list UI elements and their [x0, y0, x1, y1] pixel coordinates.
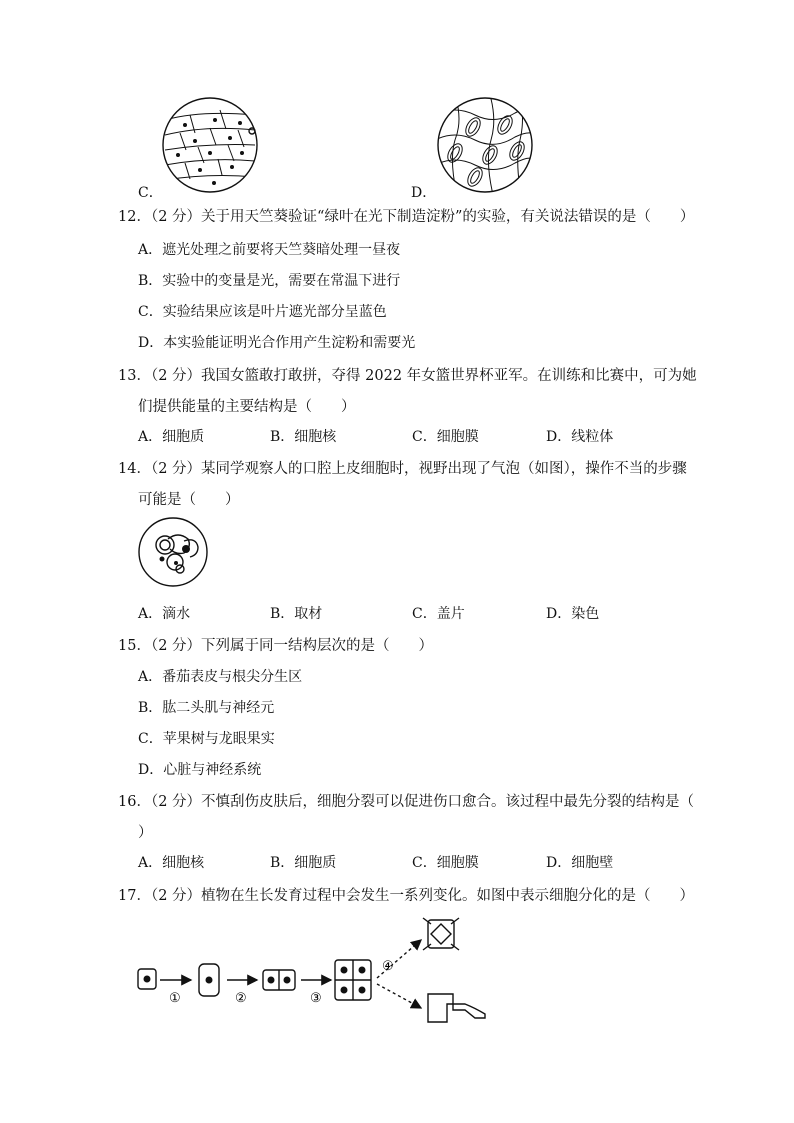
q14-option-a: A．滴水: [138, 606, 191, 622]
q13-option-d: D．线粒体: [546, 429, 614, 445]
q16-option-c: C．细胞膜: [412, 855, 479, 871]
q11-figure-d: [435, 95, 535, 195]
q14-stem-line2: 可能是（ ）: [138, 492, 240, 508]
q12-option-c: C．实验结果应该是叶片遮光部分呈蓝色: [138, 304, 387, 320]
q13-stem-line2: 们提供能量的主要结构是（ ）: [138, 399, 356, 415]
q15-option-c: C．苹果树与龙眼果实: [138, 731, 275, 747]
q15-option-b: B．肱二头肌与神经元: [138, 700, 275, 716]
q17-label-2: ②: [235, 991, 247, 1006]
q17-cell-diagram: [135, 912, 495, 1042]
q13-stem-line1: 13．（2 分）我国女篮敢打敢拼，夺得 2022 年女篮世界杯亚军。在训练和比赛中，可为她: [118, 368, 697, 384]
q15-option-d: D．心脏与神经系统: [138, 762, 262, 778]
q12-option-d: D．本实验能证明光合作用产生淀粉和需要光: [138, 335, 416, 351]
q11-option-c: C．: [138, 185, 163, 201]
q11-figure-c: [160, 95, 260, 195]
q16-option-b: B．细胞质: [270, 855, 337, 871]
q16-stem-line2: ）: [138, 825, 153, 841]
q13-option-c: C．细胞膜: [412, 429, 479, 445]
q14-option-c: C．盖片: [412, 606, 465, 622]
q11-option-d: D．: [411, 185, 437, 201]
q12-option-a: A．遮光处理之前要将天竺葵暗处理一昼夜: [138, 242, 401, 258]
q17-stem: 17．（2 分）植物在生长发育过程中会发生一系列变化。如图中表示细胞分化的是（ ）: [118, 888, 695, 904]
q16-stem-line1: 16．（2 分）不慎刮伤皮肤后，细胞分裂可以促进伤口愈合。该过程中最先分裂的结构是（: [118, 794, 695, 810]
q13-option-a: A．细胞质: [138, 429, 205, 445]
q12-option-b: B．实验中的变量是光，需要在常温下进行: [138, 273, 401, 289]
q16-option-a: A．细胞核: [138, 855, 205, 871]
q14-bubble-figure: [138, 517, 208, 587]
q14-option-d: D．染色: [546, 606, 600, 622]
q17-label-3: ③: [310, 991, 322, 1006]
q17-label-4: ④: [382, 959, 394, 974]
q15-stem: 15．（2 分）下列属于同一结构层次的是（ ）: [118, 638, 434, 654]
q13-option-b: B．细胞核: [270, 429, 337, 445]
q16-option-d: D．细胞壁: [546, 855, 614, 871]
q14-option-b: B．取材: [270, 606, 323, 622]
q15-option-a: A．番茄表皮与根尖分生区: [138, 669, 303, 685]
q12-stem: 12．（2 分）关于用天竺葵验证“绿叶在光下制造淀粉”的实验，有关说法错误的是（ ）: [118, 209, 695, 225]
q14-stem-line1: 14．（2 分）某同学观察人的口腔上皮细胞时，视野出现了气泡（如图），操作不当的步骤: [118, 461, 687, 477]
q17-label-1: ①: [169, 991, 181, 1006]
